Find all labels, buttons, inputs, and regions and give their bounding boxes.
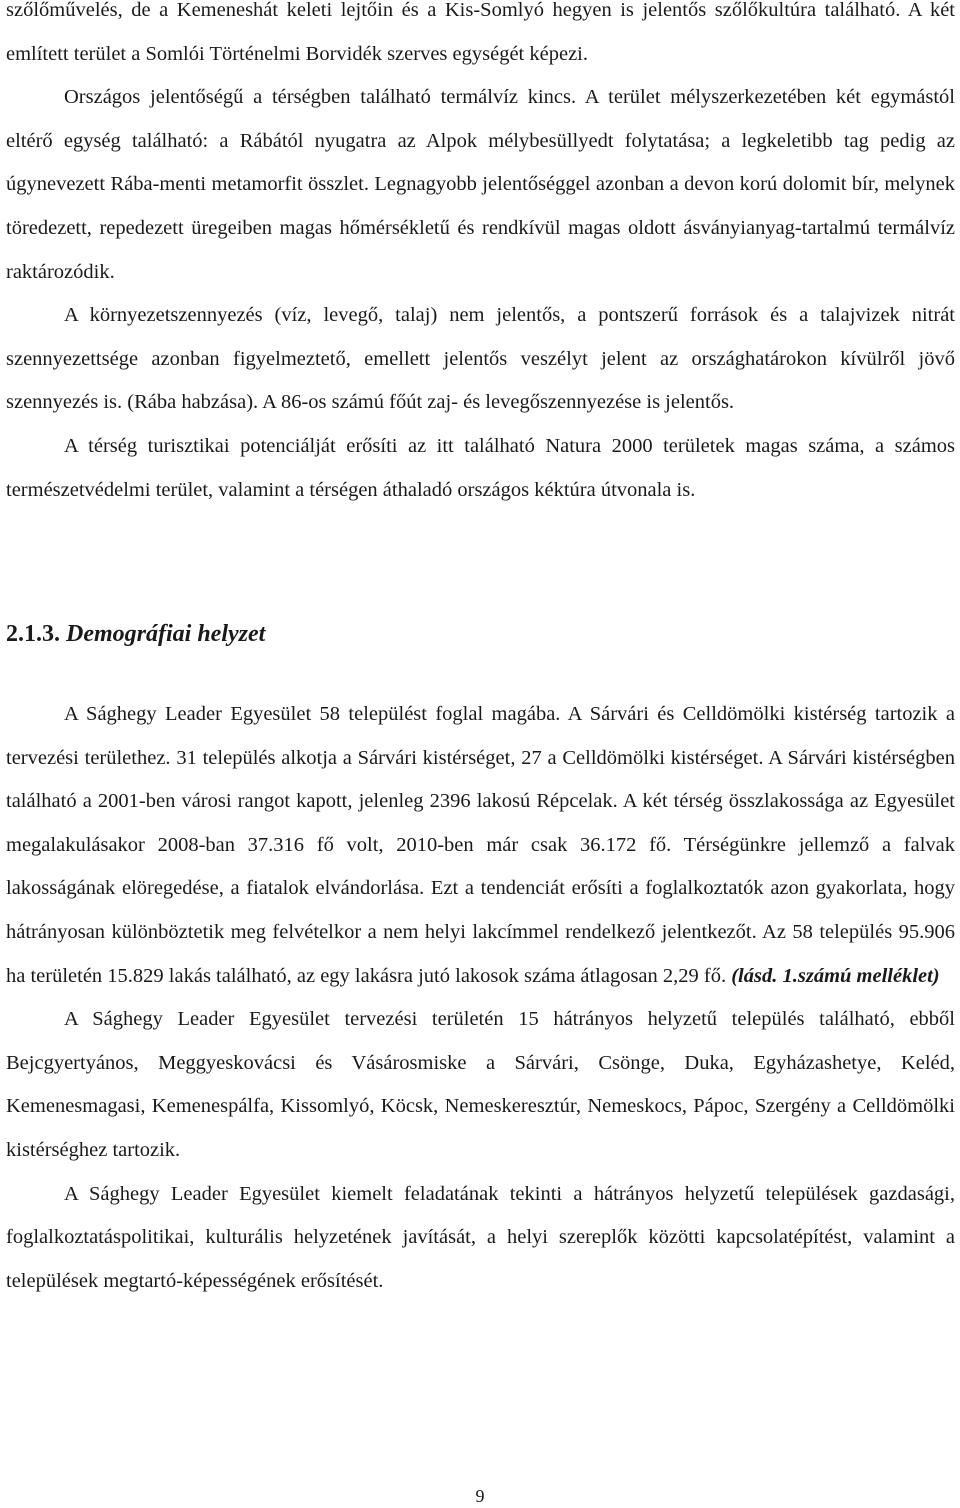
paragraph-pollution: A környezetszennyezés (víz, levegő, talaj) nem jelentős, a pontszerű források és a talajvizek nitrát szennyezettsége azonban figyelmeztető, emellett jelentős veszélyt jelent az országhatárokon kívülről jövő szennyezés is. (Rába habzása). A 86-os számú főút zaj- és levegőszennyezése is jelentős.: [6, 304, 955, 414]
body-text-top: [6, 0, 955, 512]
section-title: Demográfiai helyzet: [66, 621, 266, 647]
section-number: 2.1.3.: [6, 621, 60, 647]
paragraph-priorities: A Sághegy Leader Egyesület kiemelt feladatának tekinti a hátrányos helyzetű települések gazdasági, foglalkoztatáspolitikai, kulturális helyzetének javítását, a helyi szereplők közötti kapcsolatépítést, valamint a települések megtartó-képességének erősítését.: [6, 1182, 955, 1292]
paragraph-demography: [6, 693, 955, 998]
paragraph-viticulture: szőlőművelés, de a Kemeneshát keleti lejtőin és a Kis-Somlyó hegyen is jelentős szőlőkultúra található. A két említett terület a Somlói Történelmi Borvidék szerves egységét képezi.: [6, 0, 955, 65]
paragraph-disadvantaged-settlements: A Sághegy Leader Egyesület tervezési területén 15 hátrányos helyzetű település található, ebből Bejcgyertyános, Meggyeskovácsi és Vásárosmiske a Sárvári, Csönge, Duka, Egyházashetye, Keléd, Kemenesmagasi, Kemenespálfa, Kissomlyó, Köcsk, Nemeskeresztúr, Nemeskocs, Pápoc, Szergény a Celldömölki kistérséghez tartozik.: [6, 1008, 955, 1161]
paragraph-tourism: A térség turisztikai potenciálját erősíti az itt található Natura 2000 területek magas száma, a számos természetvédelmi terület, valamint a térségen áthaladó országos kéktúra útvonala is.: [6, 434, 955, 501]
page-number: 9: [475, 1486, 485, 1506]
paragraph-demography-text: A Sághegy Leader Egyesület 58 települést foglal magába. A Sárvári és Celldömölki kistérség tartozik a tervezési területhez. 31 település alkotja a Sárvári kistérséget, 27 a Celldömölki kistérséget. A Sárvári kistérségben található a 2001-ben városi rangot kapott, jelenleg 2396 lakosú Répcelak. A két térség összlakossága az Egyesület megalakulásakor 2008-ban 37.316 fő volt, 2010-ben már csak 36.172 fő. Térségünkre jellemző a falvak lakosságának elöregedése, a fiatalok elvándorlása. Ezt a tendenciát erősíti a foglalkoztatók azon gyakorlata, hogy hátrányosan különböztetik meg felvételkor a nem helyi lakcímmel rendelkező jelentkezőt. Az 58 település 95.906 ha területén 15.829 lakás található, az egy lakásra jutó lakosok száma átlagosan 2,29 fő.: [6, 703, 955, 987]
paragraph-thermal-water: Országos jelentőségű a térségben található termálvíz kincs. A terület mélyszerkezetében két egymástól eltérő egység található: a Rábától nyugatra az Alpok mélybesüllyedt folytatása; a legkeletibb tag pedig az úgynevezett Rába-menti metamorfit összlet. Legnagyobb jelentőséggel azonban a devon korú dolomit bír, melynek töredezett, repedezett üregeiben magas hőmérsékletű és rendkívül magas oldott ásványianyag-tartalmú termálvíz raktározódik.: [6, 86, 955, 283]
appendix-reference: (lásd. 1.számú melléklet): [731, 964, 940, 987]
section-heading: [6, 614, 265, 654]
body-text-bottom: [6, 693, 955, 1303]
